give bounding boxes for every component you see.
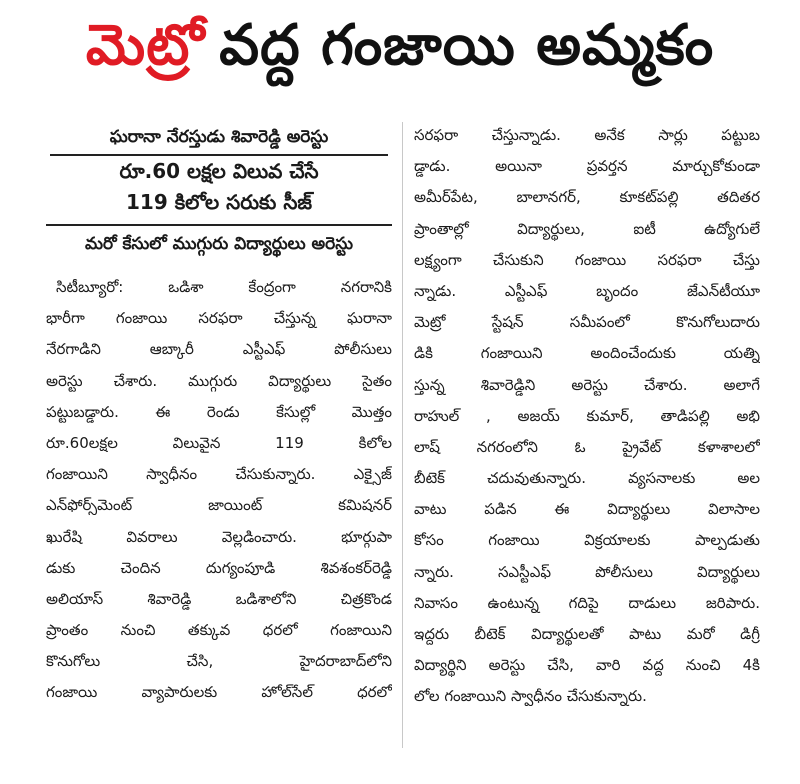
- headline-accent-word: మెట్రో: [85, 12, 206, 78]
- body-line: సరఫరా చేస్తున్నాడు. అనేక సార్లు పట్టుబ: [414, 126, 760, 144]
- body-line: లక్ష్యంగా చేసుకుని గంజాయి సరఫరా చేస్తు: [414, 250, 760, 269]
- subhead-top: ఘరానా నేరస్తుడు శివారెడ్డి అరెస్టు: [109, 127, 329, 147]
- body-line: ప్రాంతం నుంచి తక్కువ ధరలో గంజాయిని: [46, 621, 392, 640]
- body-line: బీటెక్ చదువుతున్నారు. వ్యసనాలకు అల: [414, 469, 760, 488]
- body-line: గంజాయి వ్యాపారులకు హోల్‌సేల్ ధరలో: [46, 683, 392, 702]
- body-line: నివాసం ఉంటున్న గదిపై దాడులు జరిపారు.: [414, 593, 760, 612]
- body-line: గంజాయిని స్వాధీనం చేసుకున్నారు. ఎక్సైజ్: [46, 465, 392, 484]
- body-line: రాహుల్ , అజయ్ కుమార్, తాడిపల్లి అభి: [414, 406, 760, 425]
- body-line: వాటు పడిన ఈ విద్యార్థులు విలాసాల: [414, 500, 760, 519]
- body-line: లాష్ నగరంలోని ఓ ప్రైవేట్ కళాశాలలో: [414, 437, 760, 456]
- body-line: డుకు చెందిన దుగ్యంపూడి శివశంకర్‌రెడ్డి: [46, 558, 392, 577]
- body-line: విద్యార్థిని అరెస్టు చేసి, వారి వద్ద నుంచి 4కి: [414, 656, 760, 675]
- left-body-text: [46, 272, 392, 709]
- headline: [0, 6, 800, 98]
- body-line: డ్డాడు. అయినా ప్రవర్తన మార్చుకోకుండా: [414, 157, 760, 176]
- body-line: స్తున్న శివారెడ్డిని అరెస్టు చేశారు. అలాగే: [414, 375, 760, 394]
- column-divider: [402, 122, 403, 748]
- body-line: పట్టుబడ్డారు. ఈ రెండు కేసుల్లో మొత్తం: [46, 402, 392, 421]
- body-line: న్నారు. సఎస్టీఎఫ్ పోలీసులు విద్యార్థులు: [414, 562, 760, 581]
- body-line: కోసం గంజాయి విక్రయాలకు పాల్పడుతు: [414, 531, 760, 550]
- subhead-bottom: మరో కేసులో ముగ్గురు విద్యార్థులు అరెస్టు: [46, 224, 392, 262]
- body-line: న్నాడు. ఎస్టీఎఫ్ బృందం జేఎన్‌టీయూ: [414, 281, 760, 300]
- body-line: సిటీబ్యూరో: ఒడిశా కేంద్రంగా నగరానికి: [56, 278, 392, 296]
- body-line: డికి గంజాయిని అందించేందుకు యత్ని: [414, 344, 760, 363]
- body-line: రూ.60లక్షల విలువైన 119 కిలోల: [46, 433, 392, 452]
- headline-text: వద్ద గంజాయి అమ్మకం: [219, 12, 715, 78]
- subhead-main-line-2: 119 కిలోల సరుకు సీజ్: [126, 190, 312, 214]
- body-line: ఎన్‌ఫోర్స్‌మెంట్ జాయింట్ కమిషనర్: [46, 496, 392, 515]
- body-line: మెట్రో స్టేషన్ సమీపంలో కొనుగోలుదారు: [414, 313, 760, 332]
- body-line: అరెస్టు చేశారు. ముగ్గురు విద్యార్థులు సైతం: [46, 371, 392, 390]
- subhead-main-line-1: రూ.60 లక్షల విలువ చేసే: [119, 159, 319, 183]
- left-column: [46, 120, 392, 709]
- body-line: నేరగాడిని ఆబ్కారీ ఎస్టీఎఫ్ పోలీసులు: [46, 340, 392, 359]
- body-line: ఖురేషి వివరాలు వెల్లడించారు. భూర్గుపా: [46, 527, 392, 546]
- right-column: [414, 120, 760, 713]
- body-line: భారీగా గంజాయి సరఫరా చేస్తున్న ఘరానా: [46, 309, 392, 328]
- body-line: అమీర్‌పేట, బాలానగర్, కూకట్‌పల్లి తదితర: [414, 188, 760, 207]
- body-line: లోల గంజాయిని స్వాధీనం చేసుకున్నారు.: [414, 687, 647, 706]
- body-line: కొనుగోలు చేసి, హైదరాబాద్‌లోని: [46, 652, 392, 671]
- body-line: ఇద్దరు బీటెక్ విద్యార్థులతో పాటు మరో డిగ్రీ: [414, 625, 760, 643]
- body-line: ప్రాంతాల్లో విద్యార్థులు, ఐటీ ఉద్యోగులే: [414, 219, 760, 238]
- body-line: అలియాస్ శివారెడ్డి ఒడిశాలోని చిత్రకొండ: [46, 589, 392, 608]
